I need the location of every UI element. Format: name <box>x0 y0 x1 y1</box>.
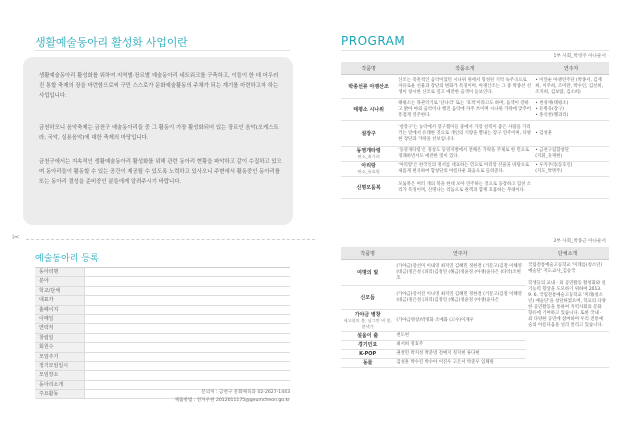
part1-host-note: 1부 사회_박영주 아나운서 <box>553 54 606 59</box>
col-header-performer: 연주자 <box>533 62 609 75</box>
form-label: 정기모임일시 <box>35 362 85 370</box>
program-name-text: 여명의 빛 <box>357 269 379 276</box>
program-name <box>341 147 396 162</box>
intro-paragraph-3: 금천구에서는 지속적인 생활예술동아리 활성화를 위해 관련 동아리 현황을 파악하고 같이 수집하고 있으며 동아리들이 활동할 수 있는 공간이 제공될 수 있도록 노력하고 있사오니 주변에서 활동중인 동아리를 또는 동아리 결성을 준비중인 분들에게 알려주시기 바랍니다. <box>39 159 282 185</box>
scissors-icon: ✂ <box>12 233 20 243</box>
program-name-text: 신명모둠북 <box>356 184 381 191</box>
program-table-part1 <box>341 62 609 199</box>
form-label: 회원수 <box>35 343 85 351</box>
submission-method: 제출방법 : 전자우편 2012011175@geumcheon.go.kr <box>174 398 290 403</box>
form-value-field[interactable] <box>85 306 290 314</box>
form-label: 대표자 <box>35 296 85 304</box>
program-row <box>341 121 609 147</box>
page-title: 생활예술동아리 활성화 사업이란 <box>35 36 188 49</box>
form-value-field[interactable] <box>85 371 290 379</box>
program-name <box>341 359 394 368</box>
program-name-text: 동영개타령 <box>356 148 381 154</box>
col-header-description: 작품소개 <box>396 62 533 75</box>
divider <box>35 50 290 51</box>
col-header-performer: 연주자 <box>394 247 526 260</box>
program-subtitle: 새고향의 봄, 남그만 벼 봄, 봄냇가 <box>343 317 392 329</box>
program-name <box>341 350 394 359</box>
program-performer: (가야금)강선미 이내영 최지연 김혜민 정한결 (거문고)김철 이해영 (대금)정은성 (피리)김정연 (해금)정윤정 (아쟁)윤다은 (타악)조현호 <box>394 260 526 286</box>
program-description: '아리랑'은 한국인의 정서를 대표하는 민요로 아리랑 선율을 바탕으로 새롭게 편곡하여 합창단의 아름다운 화음으로 들려준다. <box>396 162 533 177</box>
program-row <box>341 99 609 121</box>
intro-paragraph-1: 생활예술동아리 활성화를 위하여 지역별·장르별 예술동아리 네트워크를 구축하고, 이들이 한 데 어우러진 통합 축제의 장을 마련함으로써 구민 스스로가 문화예술활동의 주체가 되는 계기를 마련하고자 하는 사업입니다. <box>39 73 279 99</box>
program-performer: (가야금병창)박정화 조예화 (고수)이재우 <box>394 310 526 332</box>
program-name-text: 가야금 병창 <box>354 311 381 318</box>
intro-box <box>23 57 293 225</box>
right-page <box>315 0 630 444</box>
form-row <box>35 353 290 362</box>
form-value-field[interactable] <box>85 287 290 295</box>
program-name <box>341 162 396 177</box>
form-value-field[interactable] <box>85 362 290 370</box>
program-name <box>341 260 394 286</box>
form-value-field[interactable] <box>85 343 290 351</box>
form-label: 이메일 <box>35 315 85 323</box>
program-description: 모둠북은 여러 개의 북을 한데 모아 연주하는 것으로 웅장하고 힘찬 소리가 특징이며, 신명나는 리듬으로 관객과 함께 호흡하는 무대이다. <box>396 177 533 199</box>
program-performer: • 우지푸리(동호인) (지도_박병주) <box>533 162 609 177</box>
program-name-text: 설움이 출 <box>357 333 379 339</box>
program-name <box>341 286 394 310</box>
form-value-field[interactable] <box>85 268 290 276</box>
form-row <box>35 277 290 286</box>
form-label: 창립일 <box>35 334 85 342</box>
form-label: 동아리소개 <box>35 381 85 389</box>
program-name-text: 아리랑 <box>361 163 376 169</box>
program-name <box>341 310 394 332</box>
program-subtitle: 판소_최가희 <box>357 154 380 159</box>
program-table-part2 <box>341 247 609 368</box>
cut-line <box>26 239 315 240</box>
form-row <box>35 296 290 305</box>
form-label: 모임주기 <box>35 353 85 361</box>
program-row <box>341 260 609 286</box>
program-name <box>341 177 396 199</box>
form-label: 연락처 <box>35 324 85 332</box>
form-label: 분야 <box>35 277 85 285</box>
form-row <box>35 287 290 296</box>
program-subtitle: 판소_유효원 <box>357 169 380 174</box>
program-name-text: 동물 <box>362 360 373 366</box>
form-value-field[interactable] <box>85 381 290 389</box>
form-row <box>35 306 290 315</box>
contact-line: 문의처 : 금천구 문화체육과 02-2627-1443 <box>201 390 290 395</box>
program-performer: • 금천구립합창단 (지휘_유재현) <box>533 147 609 162</box>
form-row <box>35 315 290 324</box>
registration-form <box>35 267 290 399</box>
program-description: 태평소는 목관악기로 '날나리' 또는 '호적'이라고도 하며, 음색이 강하고 밝아 야외 음악이나 행진 음악에 자주 쓰이며 시나위 가락에 맞추어 흥겹게 연주한다. <box>396 99 533 121</box>
empty-cell <box>526 332 609 368</box>
form-row <box>35 371 290 380</box>
program-performer <box>533 177 609 199</box>
register-title: 예술동아리 등록 <box>35 254 99 264</box>
col-header-title: 작품명 <box>341 247 394 260</box>
intro-paragraph-2: 금천하모니 음악축제는 금천구 예술동아리들 중 그 활동이 가장 활성화되어 있는 장르인 음악(오케스트라, 국악, 실용음악)에 대한 축제의 마당입니다. <box>39 125 279 141</box>
program-name <box>341 75 396 99</box>
form-row <box>35 343 290 352</box>
divider <box>341 50 609 51</box>
program-performer: • 천성재(태평소) • 유병욱(장구) • 홍석찬(꽹과리) <box>533 99 609 121</box>
form-value-field[interactable] <box>85 353 290 361</box>
program-performer: 김성훈 박수진 박수아 이진우 고은서 박준우 임채원 <box>394 359 526 368</box>
form-row <box>35 362 290 371</box>
program-description: '설장구'는 농악에서 장구잽이들 중에서 가장 실력이 좋은 사람을 가리키는 말에서 유래한 것으로 개인의 기량을 뽐내는 장구 연주이며, 다양한 장단과 가락을 선보입니다. <box>396 121 533 147</box>
form-value-field[interactable] <box>85 334 290 342</box>
form-value-field[interactable] <box>85 315 290 323</box>
program-row <box>341 162 609 177</box>
form-label: 모임장소 <box>35 371 85 379</box>
program-performer: 최서희 정효주 <box>394 341 526 350</box>
group-intro: 국립전통예술고등학교 '미래를(청소년) 예술단' 지도교사_김승국 학생들의 교내 · 외 공연활동 활성화와 실기능력 향상을 도모하기 위하여 2013. 9. 6. 국립전통예술고등학교 '미래(청소년) 예술단'을 창단하였으며, 학교의 다양한 공연활동을 통하여 지역사회의 문화 향유에 기여하고 있습니다. 또한 국내 · 외 다양한 공연에 참여하며 우리 전통예술의 아름다움을 널리 알리고 있습니다. <box>526 260 609 332</box>
form-label: 동아리명 <box>35 268 85 276</box>
program-name <box>341 99 396 121</box>
program-row <box>341 332 609 341</box>
part2-host-note: 2부 사회_박종근 아나운서 <box>553 239 606 244</box>
form-label: 홈페이지 <box>35 306 85 314</box>
program-name <box>341 341 394 350</box>
form-value-field[interactable] <box>85 277 290 285</box>
program-performer: 권찬민 박지성 박준영 전예지 정지현 류다현 <box>394 350 526 359</box>
program-name <box>341 121 396 147</box>
program-name <box>341 332 394 341</box>
program-name-text: K-POP <box>359 351 377 357</box>
program-description: '동영개타령'은 경상도 동영지방에서 전해온 가락을 주제로 한 민요로 경쾌하면서도 애잔한 멋이 있다. <box>396 147 533 162</box>
program-name-text: 경기민요 <box>358 342 378 348</box>
program-performer: • 이연순 아쟁연주단 (박종서, 김재희, 이주희, 조미란, 박수인, 김선희, 조지희, 김보람, 김소희) <box>533 75 609 99</box>
program-row <box>341 147 609 162</box>
program-name-text: 태평소 시나위 <box>353 106 384 113</box>
program-row <box>341 177 609 199</box>
form-value-field[interactable] <box>85 324 290 332</box>
form-row <box>35 334 290 343</box>
form-row <box>35 268 290 277</box>
program-title: PROGRAM <box>341 34 406 48</box>
form-value-field[interactable] <box>85 296 290 304</box>
form-label: 주요활동 <box>35 390 85 398</box>
program-performer: (가야금)강서진 이나영 최지연 김혜민 정한결 (거문고)김철 이해영 (대금)정은성 (피리)김정연 (해금)정윤정 (아쟁)윤다은 <box>394 286 526 310</box>
program-performer: 천도현 <box>394 332 526 341</box>
program-row <box>341 75 609 99</box>
form-label: 학교/단체 <box>35 287 85 295</box>
program-performer: • 김성훈 <box>533 121 609 147</box>
program-name-text: 박종선류 아쟁산조 <box>348 83 389 90</box>
form-row <box>35 324 290 333</box>
program-description: 산조는 즉흥적인 음악이었던 시나위 위에서 형성된 기악 독주곡으로 자유로운 선율과 장단의 변화가 특징이며, 아쟁산조는 그 중 박종선 선생이 창시한 산조로 깊고 애잔한 음색이 돋보인다. <box>396 75 533 99</box>
col-header-group-intro: 단체소개 <box>526 247 609 260</box>
program-name-text: 설장구 <box>361 130 376 137</box>
col-header-title: 작품명 <box>341 62 396 75</box>
program-name-text: 신모듬 <box>360 294 375 301</box>
